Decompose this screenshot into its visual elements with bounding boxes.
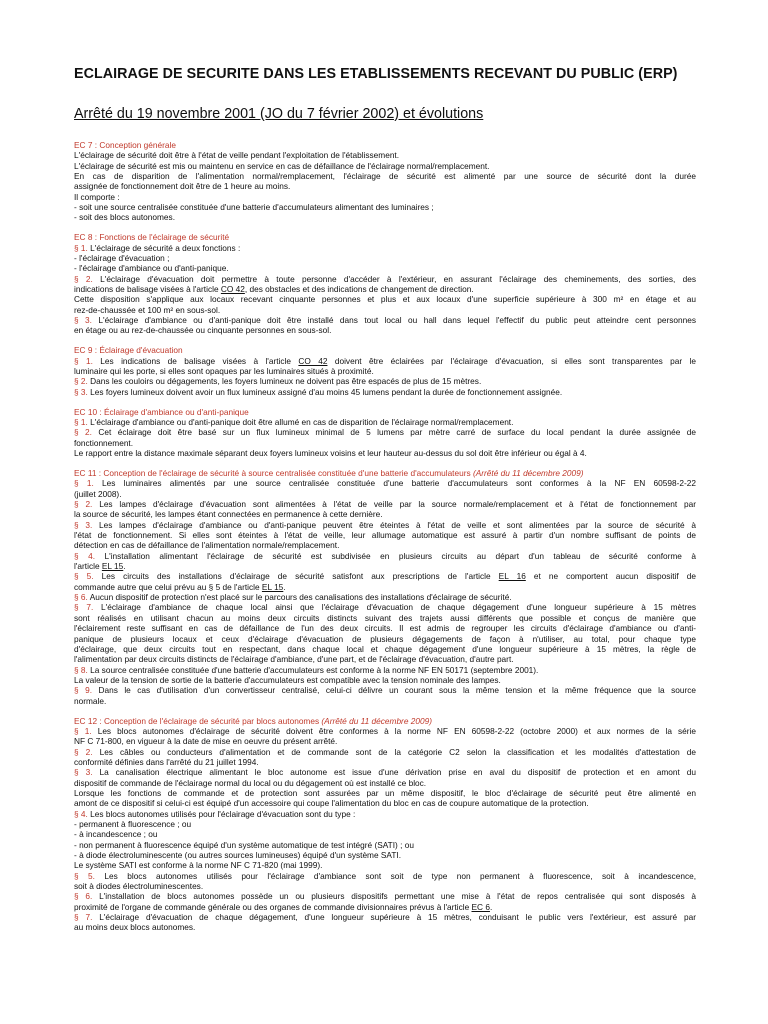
text-line — [74, 582, 696, 592]
text-line — [74, 253, 696, 263]
text-line — [74, 747, 696, 757]
text-line — [74, 387, 696, 397]
text-segment: proximité de l'organe de commande générale ou des organes de commande divisionnaires prévus à l'article — [74, 901, 472, 912]
article-heading — [74, 140, 696, 150]
text-segment: Les lampes d'éclairage d'évacuation sont alimentées à l'état de veille par la source normale/remplacement et à l'état de fonctionnement par — [92, 499, 696, 510]
text-segment: La valeur de la tension de sortie de la batterie d'accumulateurs est compatible avec la tension nominale des lampes. — [74, 674, 501, 685]
text-segment: d'éclairage, que deux circuits tout en respectant, dans chaque local et chaque dégagement d'une longueur supérieure à 15 mètres, la règle de — [74, 643, 696, 654]
text-line — [74, 540, 696, 550]
text-line — [74, 499, 696, 509]
text-segment: Les câbles ou conducteurs d'alimentation et de commande sont de la catégorie C2 selon la classification et les modalités d'attestation de — [92, 746, 696, 757]
text-line — [74, 654, 696, 664]
article-reference-link[interactable]: CO 42 — [298, 355, 328, 366]
text-segment: normale. — [74, 695, 107, 706]
text-segment: Le système SATI est conforme à la norme NF C 71-820 (mai 1999). — [74, 860, 323, 871]
text-segment: Les indications de balisage visées à l'article — [92, 355, 299, 366]
text-segment: Les blocs autonomes utilisés pour l'éclairage d'ambiance sont soit de type non permanent à fluorescence, soit à incandescence, — [94, 870, 696, 881]
article-section — [74, 140, 696, 223]
text-segment: Les lampes d'éclairage d'ambiance ou d'anti-panique peuvent être éteintes à l'état de veille et sont alimentées par la source de sécurité à — [92, 519, 696, 530]
text-line — [74, 922, 696, 932]
text-line — [74, 902, 696, 912]
amendment-note: (Arrêté du 11 décembre 2009) — [321, 715, 432, 726]
paragraph-number: § 1. — [74, 478, 94, 489]
text-segment: détection en cas de défaillance de l'alimentation normale/remplacement. — [74, 540, 340, 551]
text-segment: La canalisation électrique alimentant le bloc autonome est issue d'une dérivation prise en aval du dispositif de protection et en amont du — [92, 767, 696, 778]
text-line — [74, 809, 696, 819]
text-line — [74, 871, 696, 881]
text-segment: Les blocs autonomes d'éclairage de sécurité doivent être conformes à la norme NF EN 60598-2-22 (octobre 2000) et aux normes de la série — [91, 725, 696, 736]
article-section — [74, 407, 696, 459]
text-segment: - à incandescence ; ou — [74, 829, 158, 840]
text-segment: - non permanent à fluorescence équipé d'un système automatique de test intégré (SATI) ; ou — [74, 839, 414, 850]
text-segment: L'éclairage d'évacuation de chaque dégagement, d'une longueur supérieure à 15 mètres, conduisant le public vers l'extérieur, est assuré par — [92, 912, 696, 923]
paragraph-number: § 5. — [74, 870, 95, 881]
text-segment: L'éclairage d'ambiance ou d'anti-panique doit être allumé en cas de disparition de l'éclairage normal/remplacement. — [87, 417, 514, 428]
text-segment: soit à diodes électroluminescentes. — [74, 881, 204, 891]
text-line — [74, 685, 696, 695]
paragraph-number: § 7. — [74, 912, 93, 923]
text-line — [74, 644, 696, 654]
text-segment: sont réalisés en utilisant chacun au moins deux circuits distincts suivant des trajets aussi différents que possible et conçus de manière que — [74, 612, 696, 623]
text-line — [74, 778, 696, 788]
text-line — [74, 325, 696, 335]
text-line — [74, 366, 696, 376]
article-section — [74, 716, 696, 933]
article-heading — [74, 407, 696, 417]
text-line — [74, 840, 696, 850]
text-line — [74, 438, 696, 448]
text-line — [74, 263, 696, 273]
text-line — [74, 478, 696, 488]
article-reference-link[interactable]: EC 6 — [471, 901, 490, 912]
document-body — [74, 140, 696, 942]
text-line — [74, 798, 696, 808]
text-line — [74, 315, 696, 325]
article-reference-link[interactable]: EL 16 — [498, 571, 526, 582]
text-segment: conformité définies dans l'arrêté du 21 juillet 1994. — [74, 756, 259, 767]
paragraph-number: § 3. — [74, 386, 88, 397]
text-segment: panique de plusieurs locaux et ceux d'éclairage d'évacuation de plusieurs dégagements de façon à n'utiliser, au total, pour chaque type — [74, 633, 696, 644]
paragraph-number: § 6. — [74, 891, 93, 902]
paragraph-number: § 3. — [74, 519, 93, 530]
article-heading — [74, 468, 696, 478]
text-line — [74, 489, 696, 499]
text-segment: L'éclairage d'ambiance ou d'anti-panique doit être installé dans tout local ou hall dans lequel l'effectif du public peut atteindre cent personnes — [91, 315, 696, 326]
text-segment: au moins deux blocs autonomes. — [74, 922, 196, 933]
text-segment: la source de sécurité, les lampes étant connectées en permanence à cette dernière. — [74, 509, 383, 520]
paragraph-number: § 2. — [74, 746, 93, 757]
paragraph-number: § 4. — [74, 550, 96, 561]
text-line — [74, 891, 696, 901]
text-line — [74, 592, 696, 602]
text-segment: assignée de fonctionnement doit être de 1 heure au moins. — [74, 181, 291, 192]
paragraph-number: § 3. — [74, 315, 92, 326]
text-segment: L'éclairage d'évacuation doit permettre à toute personne d'accéder à l'extérieur, en assurant l'éclairage des cheminements, des sorties, des — [92, 273, 696, 284]
paragraph-number: § 2. — [74, 273, 93, 284]
text-segment: - permanent à fluorescence ; ou — [74, 818, 192, 829]
text-line — [74, 181, 696, 191]
text-segment: - soit une source centralisée constituée d'une batterie d'accumulateurs alimentant des luminaires ; — [74, 202, 434, 213]
text-segment: rez-de-chaussée et 100 m² en sous-sol. — [74, 304, 221, 315]
paragraph-number: § 7. — [74, 602, 94, 613]
text-line — [74, 551, 696, 561]
text-line — [74, 767, 696, 777]
text-segment: . — [283, 581, 286, 592]
text-segment: indications de balisage visées à l'article — [74, 284, 221, 295]
text-line — [74, 530, 696, 540]
text-segment: luminaire qui les porte, si elles sont opaques par les luminaires situés à proximité. — [74, 366, 374, 377]
text-segment: L'éclairage de sécurité est mis ou maintenu en service en cas de défaillance de l'éclairage normal/remplacement. — [74, 160, 490, 171]
text-segment: Lorsque les fonctions de commande et de protection sont assurées par un même dispositif, le bloc d'éclairage de sécurité peut être alimenté en — [74, 787, 696, 798]
text-segment: l'article — [74, 561, 102, 572]
text-segment: Il comporte : — [74, 191, 120, 202]
text-line — [74, 561, 696, 571]
text-segment: - à diode électroluminescente (ou autres sources lumineuses) équipé d'un système SATI. — [74, 849, 402, 860]
text-segment: NF C 71-800, en vigueur à la date de mise en oeuvre du présent arrêté. — [74, 736, 338, 747]
article-section — [74, 345, 696, 397]
text-line — [74, 881, 696, 891]
text-segment: et ne comportent aucun dispositif de — [525, 571, 696, 582]
text-line — [74, 850, 696, 860]
paragraph-number: § 8. — [74, 664, 88, 675]
paragraph-number: § 3. — [74, 767, 93, 778]
paragraph-number: § 5. — [74, 571, 94, 582]
amendment-note: (Arrêté du 11 décembre 2009) — [472, 468, 584, 478]
text-segment: dispositif de commande de l'éclairage normal du local ou du dégagement où est installé ce bloc. — [74, 777, 427, 788]
paragraph-number: § 1. — [74, 417, 88, 428]
text-segment: L'éclairage de sécurité doit être à l'état de veille pendant l'exploitation de l'établissement. — [74, 150, 400, 161]
text-line — [74, 829, 696, 839]
article-heading-text: EC 11 : Conception de l'éclairage de sécurité à source centralisée constituée d'une batterie d'accumulateurs — [74, 468, 471, 478]
text-segment: doivent être éclairées par l'éclairage d'évacuation, si elles sont transparentes par le — [327, 355, 696, 366]
paragraph-number: § 4. — [74, 808, 88, 819]
text-segment: Les foyers lumineux doivent avoir un flux lumineux assigné d'au moins 45 lumens pendant la durée de fonctionnement assignée. — [87, 386, 563, 397]
text-line — [74, 284, 696, 294]
paragraph-number: § 1. — [74, 242, 88, 253]
text-segment: - l'éclairage d'évacuation ; — [74, 253, 170, 264]
text-line — [74, 161, 696, 171]
paragraph-number: § 2. — [74, 376, 88, 387]
text-line — [74, 171, 696, 181]
article-heading-text: EC 10 : Éclairage d'ambiance ou d'anti-panique — [74, 406, 249, 417]
text-segment: Les luminaires alimentés par une source centralisée constituée d'une batterie d'accumulateurs sont conformes à la NF EN 60598-2-22 — [93, 478, 696, 489]
text-segment: (juillet 2008). — [74, 488, 122, 499]
page-title: ECLAIRAGE DE SECURITE DANS LES ETABLISSEMENTS RECEVANT DU PUBLIC (ERP) — [74, 66, 678, 82]
text-segment: l'état de fonctionnement. Si elles sont éteintes à l'état de veille, leur allumage automatique est assuré à partir d'un nombre suffisant de points de — [74, 530, 696, 541]
paragraph-number: § 9. — [74, 685, 93, 696]
text-line — [74, 356, 696, 366]
text-segment: . — [123, 561, 126, 572]
article-heading — [74, 716, 696, 726]
text-segment: Cette disposition s'applique aux locaux recevant cinquante personnes et plus et aux locaux d'une superficie supérieure à 300 m² en étage et au — [74, 294, 696, 305]
article-reference-link[interactable]: CO 42 — [220, 284, 245, 295]
text-segment: Dans le cas d'utilisation d'un convertisseur centralisé, celui-ci délivre un courant sous la même tension et la même fréquence que la source — [92, 685, 696, 696]
text-line — [74, 634, 696, 644]
text-segment: commande autre que celui prévu au § 5 de l'article — [74, 581, 262, 592]
paragraph-number: § 2. — [74, 427, 92, 438]
article-heading-text: EC 7 : Conception générale — [74, 140, 176, 150]
text-line — [74, 613, 696, 623]
text-line — [74, 294, 696, 304]
text-line — [74, 202, 696, 212]
text-segment: Aucun dispositif de protection n'est placé sur le parcours des canalisations des installations d'éclairage de sécurité. — [87, 592, 512, 603]
text-line — [74, 520, 696, 530]
text-segment: l'alimentation par deux circuits distincts de l'éclairage d'ambiance, d'une part, et de l'éclairage d'évacuation, d'autre part. — [74, 654, 514, 665]
paragraph-number: § 6. — [74, 592, 88, 603]
paragraph-number: § 1. — [74, 725, 92, 736]
text-segment: Dans les couloirs ou dégagements, les foyers lumineux ne doivent pas être espacés de plus de 15 mètres. — [87, 376, 482, 387]
text-line — [74, 602, 696, 612]
text-line — [74, 509, 696, 519]
article-heading — [74, 232, 696, 242]
text-line — [74, 212, 696, 222]
article-heading — [74, 345, 696, 355]
text-segment: L'installation alimentant l'éclairage de sécurité est subdivisée en plusieurs circuits au départ d'un tableau de sécurité conforme à — [95, 550, 696, 561]
text-line — [74, 274, 696, 284]
text-segment: . — [489, 901, 493, 912]
text-line — [74, 912, 696, 922]
text-line — [74, 757, 696, 767]
text-line — [74, 150, 696, 160]
article-heading-text: EC 9 : Éclairage d'évacuation — [74, 345, 183, 356]
text-line — [74, 192, 696, 202]
text-line — [74, 696, 696, 706]
paragraph-number: § 2. — [74, 499, 93, 510]
text-segment: L'éclairage d'ambiance de chaque local ainsi que l'éclairage d'évacuation de chaque dégagement d'une longueur supérieure à 15 mètres — [93, 602, 696, 613]
text-line — [74, 571, 696, 581]
text-line — [74, 417, 696, 427]
text-line — [74, 726, 696, 736]
text-segment: l'éclairement reste suffisant en cas de défaillance de l'un des deux circuits. Il est admis de regrouper les circuits d'éclairage d'ambiance ou d'anti- — [74, 623, 696, 634]
text-segment: En cas de disparition de l'alimentation normal/remplacement, l'éclairage de sécurité est alimenté par une source de sécurité dont la durée — [74, 171, 696, 182]
text-segment: , des obstacles et des indications de changement de direction. — [244, 284, 474, 295]
text-segment: amont de ce dispositif si celui-ci est équipé d'un accessoire qui coupe l'alimentation du bloc en cas de coupure automatique de la protection. — [74, 798, 589, 809]
text-line — [74, 788, 696, 798]
text-segment: L'installation de blocs autonomes possède un ou plusieurs dispositifs permettant une mise à l'état de repos centralisée qui sont disposés à — [92, 891, 696, 902]
page-subtitle: Arrêté du 19 novembre 2001 (JO du 7 février 2002) et évolutions — [74, 106, 484, 122]
text-segment: Le rapport entre la distance maximale séparant deux foyers lumineux voisins et leur hauteur au-dessus du sol doit être inférieur ou égal à 4. — [74, 448, 587, 459]
text-line — [74, 305, 696, 315]
text-segment: L'éclairage de sécurité a deux fonctions : — [87, 242, 241, 253]
text-segment: La source centralisée constituée d'une batterie d'accumulateurs est conforme à la norme NF EN 50171 (septembre 2001). — [87, 664, 539, 675]
text-segment: - soit des blocs autonomes. — [74, 212, 175, 223]
text-segment: - l'éclairage d'ambiance ou d'anti-panique. — [74, 263, 229, 274]
text-segment: en étage ou au rez-de-chaussée ou cinquante personnes en sous-sol. — [74, 325, 332, 336]
article-section — [74, 468, 696, 706]
text-line — [74, 675, 696, 685]
text-line — [74, 243, 696, 253]
text-line — [74, 819, 696, 829]
article-heading-text: EC 12 : Conception de l'éclairage de sécurité par blocs autonomes — [74, 715, 320, 726]
article-reference-link[interactable]: EL 15 — [261, 581, 284, 592]
article-heading-text: EC 8 : Fonctions de l'éclairage de sécurité — [74, 232, 230, 243]
text-segment: fonctionnement. — [74, 437, 134, 448]
article-reference-link[interactable]: EL 15 — [101, 561, 124, 572]
text-line — [74, 736, 696, 746]
text-line — [74, 427, 696, 437]
text-line — [74, 376, 696, 386]
text-line — [74, 623, 696, 633]
text-segment: Les blocs autonomes utilisés pour l'éclairage d'évacuation sont du type : — [87, 808, 356, 819]
paragraph-number: § 1. — [74, 355, 93, 366]
text-segment: Les circuits des installations d'éclairage de sécurité satisfont aux prescriptions de l'article — [93, 571, 499, 582]
text-line — [74, 665, 696, 675]
text-line — [74, 448, 696, 458]
text-segment: Cet éclairage doit être basé sur un flux lumineux minimal de 5 lumens par mètre carré de surface du local pendant la durée assignée de — [91, 427, 696, 438]
article-section — [74, 232, 696, 335]
text-line — [74, 860, 696, 870]
